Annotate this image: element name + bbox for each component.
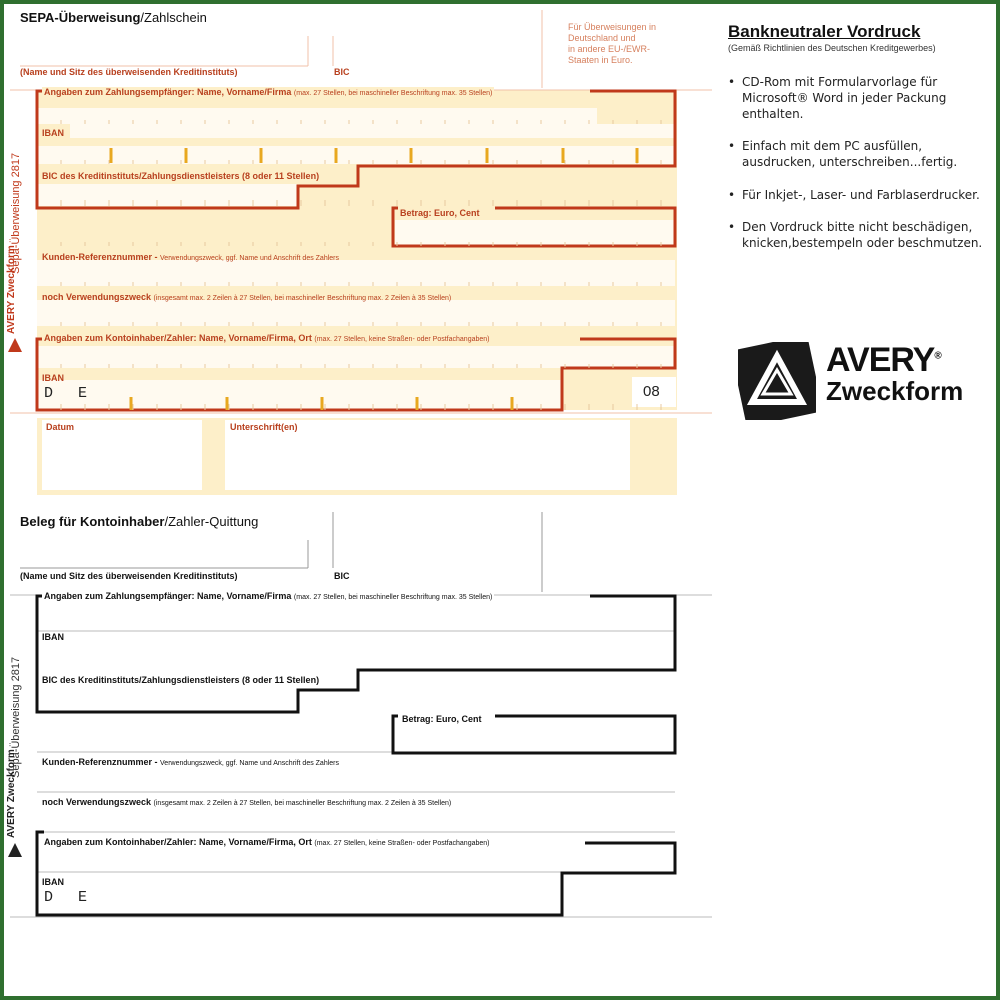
receipt-payee-block-outline bbox=[37, 596, 675, 712]
payer-iban-label: IBAN bbox=[42, 373, 64, 383]
panel-title: Bankneutraler Vordruck bbox=[728, 22, 921, 41]
receipt-side-form-number: Sepa-Überweisung 2817 bbox=[10, 656, 22, 778]
date-label: Datum bbox=[46, 422, 75, 432]
zweckform-wordmark: Zweckform bbox=[826, 376, 964, 406]
receipt-customer-ref-label: Kunden-Referenznummer - Verwendungszweck, ggf. Name und Anschrift des Zahlers bbox=[42, 757, 339, 767]
bic-header-label: BIC bbox=[334, 67, 350, 77]
side-avery-logo: AVERY Zweckform bbox=[6, 245, 17, 334]
receipt-payer-iban-prefix: D E bbox=[44, 889, 96, 906]
receipt-bank-name-label: (Name und Sitz des überweisenden Kreditinstituts) bbox=[20, 571, 238, 581]
iban-label: IBAN bbox=[42, 128, 64, 138]
receipt-bic-header-label: BIC bbox=[334, 571, 350, 581]
payee-label: Angaben zum Zahlungsempfänger: Name, Vorname/Firma (max. 27 Stellen, bei maschineller Beschriftung max. 35 Stellen) bbox=[44, 87, 493, 97]
signature-label: Unterschrift(en) bbox=[230, 422, 298, 432]
side-form-number: Sepa-Überweisung 2817 bbox=[10, 152, 22, 274]
form-code: 08 bbox=[643, 383, 660, 400]
receipt-amount-label: Betrag: Euro, Cent bbox=[402, 714, 482, 724]
customer-ref-label: Kunden-Referenznummer - Verwendungszweck, ggf. Name und Anschrift des Zahlers bbox=[42, 252, 339, 262]
receipt-payer-label: Angaben zum Kontoinhaber/Zahler: Name, Vorname/Firma, Ort (max. 27 Stellen, keine Straßen- oder Postfachangaben) bbox=[44, 837, 490, 847]
bank-name-label: (Name und Sitz des überweisenden Kreditinstituts) bbox=[20, 67, 238, 77]
payer-label: Angaben zum Kontoinhaber/Zahler: Name, Vorname/Firma, Ort (max. 27 Stellen, keine Straßen- oder Postfachangaben) bbox=[44, 333, 490, 343]
receipt-side-avery-logo: AVERY Zweckform bbox=[6, 749, 17, 838]
bullet-item: • CD-Rom mit Formularvorlage für Microsoft® Word in jeder Packung enthalten. bbox=[728, 75, 947, 121]
avery-wordmark: AVERY® bbox=[826, 341, 941, 379]
receipt-payer-iban-label: IBAN bbox=[42, 877, 64, 887]
receipt-iban-label: IBAN bbox=[42, 632, 64, 642]
receipt-title: Beleg für Kontoinhaber/Zahler-Quittung bbox=[20, 514, 259, 529]
panel-subtitle: (Gemäß Richtlinien des Deutschen Kreditgewerbes) bbox=[728, 43, 936, 53]
form-title: SEPA-Überweisung/Zahlschein bbox=[20, 10, 207, 25]
amount-label: Betrag: Euro, Cent bbox=[400, 208, 480, 218]
bullet-item: • Den Vordruck bitte nicht beschädigen, knicken,bestempeln oder beschmutzen. bbox=[728, 220, 983, 250]
receipt-bic-bank-label: BIC des Kreditinstituts/Zahlungsdienstleisters (8 oder 11 Stellen) bbox=[42, 675, 320, 685]
eu-note: Für Überweisungen in Deutschland und in andere EU-/EWR- Staaten in Euro. bbox=[568, 22, 657, 65]
purpose-label: noch Verwendungszweck (insgesamt max. 2 Zeilen à 27 Stellen, bei maschineller Beschriftung max. 2 Zeilen à 35 Stellen) bbox=[42, 292, 452, 302]
payer-iban-prefix: D E bbox=[44, 385, 96, 402]
bic-bank-label: BIC des Kreditinstituts/Zahlungsdienstleisters (8 oder 11 Stellen) bbox=[42, 171, 320, 181]
receipt-payee-label: Angaben zum Zahlungsempfänger: Name, Vorname/Firma (max. 27 Stellen, bei maschineller Beschriftung max. 35 Stellen) bbox=[44, 591, 493, 601]
receipt-purpose-label: noch Verwendungszweck (insgesamt max. 2 Zeilen à 27 Stellen, bei maschineller Beschriftung max. 2 Zeilen à 35 Stellen) bbox=[42, 797, 452, 807]
bullet-item: • Für Inkjet-, Laser- und Farblaserdrucker. bbox=[728, 188, 980, 202]
avery-logo-mark-icon bbox=[738, 342, 816, 420]
bullet-item: • Einfach mit dem PC ausfüllen, ausdrucken, unterschreiben...fertig. bbox=[728, 139, 958, 169]
